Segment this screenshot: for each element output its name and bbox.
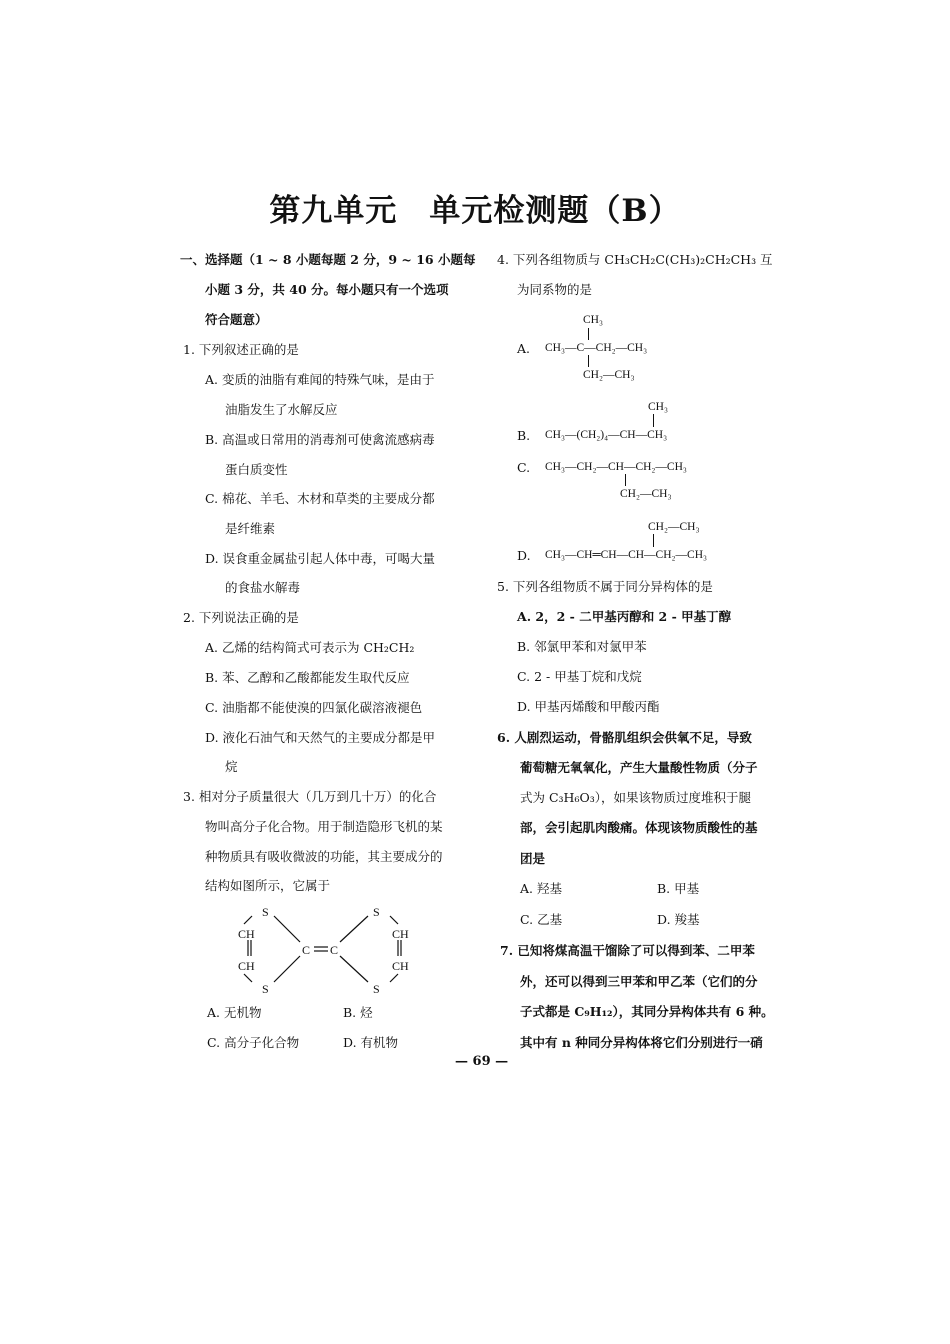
q2-stem: 2. 下列说法正确的是	[183, 610, 299, 625]
q4-d-top: CH₂—CH₃	[648, 521, 700, 533]
q3-stem-line4: 结构如图所示，它属于	[205, 878, 331, 893]
q5-option-a: A. 2，2 - 二甲基丙醇和 2 - 甲基丁醇	[517, 609, 732, 624]
q4-option-d-label: D.	[517, 548, 531, 563]
q3-stem-line1: 3. 相对分子质量很大（几万到几十万）的化合	[183, 789, 437, 804]
struct-s: S	[373, 982, 380, 996]
q1-option-b: B. 高温或日常用的消毒剂可使禽流感病毒	[205, 432, 435, 447]
q4-option-b-label: B.	[517, 428, 531, 443]
q6-stem-line1: 6. 人剧烈运动，骨骼肌组织会供氧不足，导致	[497, 730, 752, 745]
q2-option-a: A. 乙烯的结构简式可表示为 CH₂CH₂	[205, 640, 415, 655]
q6-option-d: D. 羧基	[657, 912, 700, 927]
q2-option-c: C. 油脂都不能使溴的四氯化碳溶液褪色	[205, 700, 423, 715]
q4-a-bottom: CH₂—CH₃	[583, 369, 635, 381]
q7-stem-line2: 外，还可以得到三甲苯和甲乙苯（它们的分	[520, 974, 758, 989]
q4-option-b-formula: CH₃—(CH₂)₄—CH—CH₃	[545, 429, 668, 441]
q7-stem-line4: 其中有 n 种同分异构体将它们分别进行一硝	[520, 1035, 763, 1050]
q1-option-d: D. 误食重金属盐引起人体中毒，可喝大量	[205, 551, 436, 566]
q4-a-top: CH₃	[583, 314, 603, 326]
q6-option-c: C. 乙基	[520, 912, 563, 927]
struct-c: C	[330, 943, 339, 957]
q3-structure-diagram	[230, 900, 430, 1000]
q4-option-c-formula: CH₃—CH₂—CH—CH₂—CH₃	[545, 461, 687, 473]
struct-c: C	[302, 943, 311, 957]
q6-stem-line5: 团是	[520, 851, 546, 866]
section-heading-line1: 一、选择题（1 ~ 8 小题每题 2 分，9 ~ 16 小题每	[180, 252, 476, 267]
q4-stem-line1: 4. 下列各组物质与 CH₃CH₂C(CH₃)₂CH₂CH₃ 互	[497, 252, 773, 267]
section-heading-line2: 小题 3 分，共 40 分。每小题只有一个选项	[205, 282, 449, 297]
q1-option-c: C. 棉花、羊毛、木材和草类的主要成分都	[205, 491, 435, 506]
page-number: — 69 —	[455, 1054, 509, 1069]
q5-option-d: D. 甲基丙烯酸和甲酸丙酯	[517, 699, 660, 714]
q3-stem-line3: 种物质具有吸收微波的功能，其主要成分的	[205, 849, 443, 864]
q1-option-a: A. 变质的油脂有难闻的特殊气味，是由于	[205, 372, 435, 387]
q4-option-a-label: A.	[517, 341, 531, 356]
page-title: 第九单元 单元检测题（B）	[269, 193, 681, 229]
q4-option-c-label: C.	[517, 460, 531, 475]
q6-stem-line4: 部，会引起肌肉酸痛。体现该物质酸性的基	[520, 820, 758, 835]
q1-option-b-cont: 蛋白质变性	[225, 462, 288, 477]
q6-option-a: A. 羟基	[520, 881, 562, 896]
q1-stem: 1. 下列叙述正确的是	[183, 342, 299, 357]
q4-option-a-formula: CH₃—C—CH₂—CH₃	[545, 342, 648, 354]
q5-option-c: C. 2 - 甲基丁烷和戊烷	[517, 669, 642, 684]
q1-option-a-cont: 油脂发生了水解反应	[225, 402, 338, 417]
q7-stem-line3: 子式都是 C₉H₁₂），其同分异构体共有 6 种。	[520, 1004, 774, 1019]
q5-stem: 5. 下列各组物质不属于同分异构体的是	[497, 579, 713, 594]
struct-ch: CH	[238, 927, 255, 941]
q2-option-d: D. 液化石油气和天然气的主要成分都是甲	[205, 730, 436, 745]
q6-stem-line3: 式为 C₃H₆O₃），如果该物质过度堆积于腿	[520, 790, 751, 805]
q3-option-d: D. 有机物	[343, 1035, 399, 1050]
q1-option-d-cont: 的食盐水解毒	[225, 580, 301, 595]
q5-option-b: B. 邻氯甲苯和对氯甲苯	[517, 639, 647, 654]
q3-option-c: C. 高分子化合物	[207, 1035, 300, 1050]
q7-stem-line1: 7. 已知将煤高温干馏除了可以得到苯、二甲苯	[500, 943, 755, 958]
section-heading-line3: 符合题意）	[205, 312, 268, 327]
q3-option-b: B. 烃	[343, 1005, 373, 1020]
struct-ch: CH	[392, 927, 409, 941]
q2-option-d-cont: 烷	[225, 759, 238, 774]
struct-ch: CH	[238, 959, 255, 973]
struct-ch: CH	[392, 959, 409, 973]
q3-stem-line2: 物叫高分子化合物。用于制造隐形飞机的某	[205, 819, 443, 834]
q6-option-b: B. 甲基	[657, 881, 700, 896]
struct-s: S	[373, 905, 380, 919]
q2-option-b: B. 苯、乙醇和乙酸都能发生取代反应	[205, 670, 410, 685]
q4-stem-line2: 为同系物的是	[517, 282, 593, 297]
q4-option-d-formula: CH₃—CH═CH—CH—CH₂—CH₃	[545, 549, 708, 561]
struct-s: S	[262, 905, 269, 919]
q6-stem-line2: 葡萄糖无氧氧化，产生大量酸性物质（分子	[520, 760, 758, 775]
q3-option-a: A. 无机物	[207, 1005, 262, 1020]
q4-c-bottom: CH₂—CH₃	[620, 488, 672, 500]
q4-b-top: CH₃	[648, 401, 668, 413]
struct-s: S	[262, 982, 269, 996]
q1-option-c-cont: 是纤维素	[225, 521, 276, 536]
